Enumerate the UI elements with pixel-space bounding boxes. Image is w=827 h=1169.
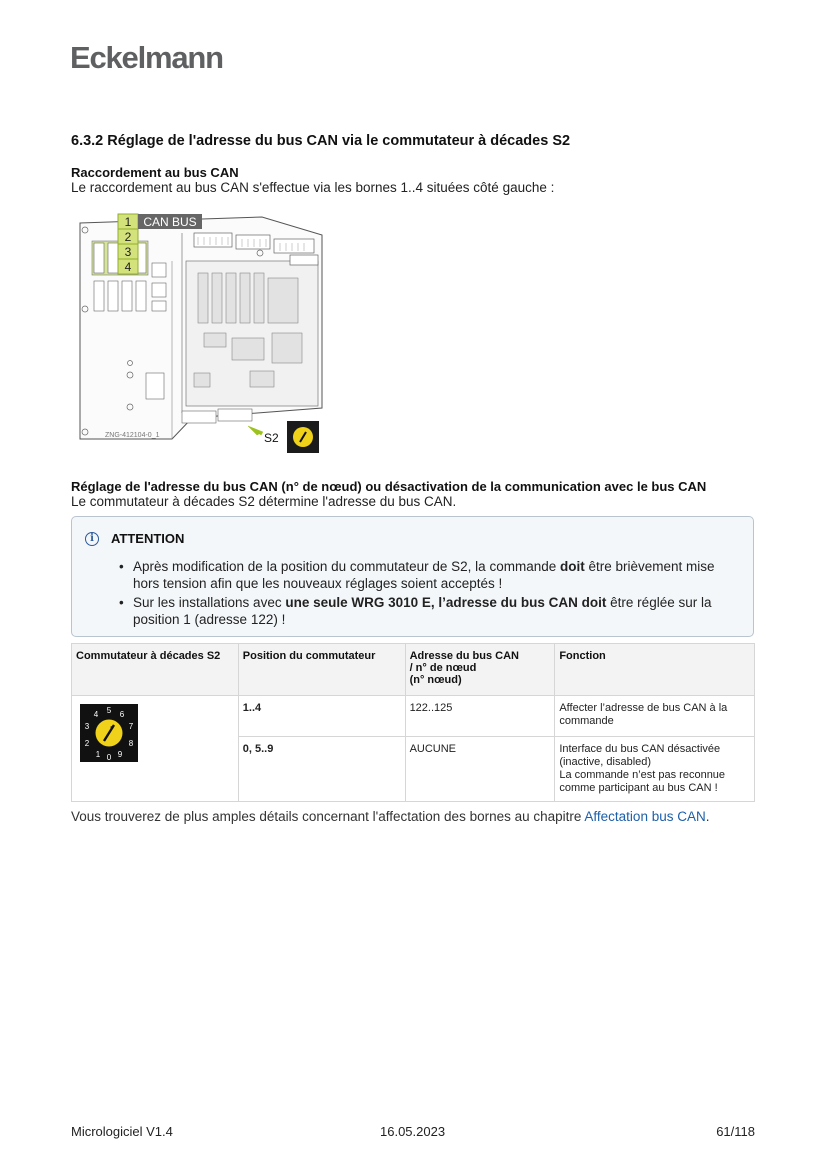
device-figure (72, 213, 334, 453)
can-bus-label: CAN BUS (143, 215, 197, 229)
row2-address: AUCUNE (405, 737, 555, 802)
col-header-switch: Commutateur à décades S2 (72, 644, 239, 696)
footer-date: 16.05.2023 (380, 1124, 446, 1139)
col-header-address-l3: (n° nœud) (409, 674, 462, 686)
dial-digit-8: 8 (128, 739, 134, 748)
row2-function-line2: La commande n’est pas reconnue comme participant au bus CAN ! (559, 769, 726, 794)
attention-title: ATTENTION (111, 531, 185, 546)
terminal-label-4: 4 (124, 260, 132, 274)
attention-item2-text-c: être réglée sur la position 1 (adresse 122) ! (133, 595, 712, 627)
can-bus-assignment-link[interactable]: Affectation bus CAN (584, 809, 706, 824)
dial-digit-7: 7 (128, 722, 134, 731)
connection-text: Le raccordement au bus CAN s'effectue via les bornes 1..4 situées côté gauche : (71, 180, 555, 195)
col-header-address-l1: Adresse du bus CAN (409, 650, 519, 662)
dial-cell (72, 696, 239, 802)
row1-position: 1..4 (238, 696, 405, 737)
closing-paragraph (71, 809, 710, 824)
connection-heading: Raccordement au bus CAN (71, 165, 239, 180)
row2-function-line1: Interface du bus CAN désactivée (inactive, disabled) (559, 743, 721, 768)
terminal-label-3: 3 (124, 245, 132, 259)
terminal-label-1: 1 (124, 215, 132, 229)
col-header-address (405, 644, 555, 696)
dial-digit-5: 5 (106, 706, 112, 715)
device-drawing (72, 213, 334, 453)
closing-end: . (705, 809, 710, 824)
section-title: 6.3.2 Réglage de l'adresse du bus CAN via le commutateur à décades S2 (71, 133, 571, 149)
dial-digit-0: 0 (106, 753, 112, 762)
attention-item (118, 594, 738, 628)
dial-digit-4: 4 (93, 710, 99, 719)
attention-header (85, 531, 184, 546)
s2-label: S2 (264, 431, 279, 445)
attention-list (118, 558, 738, 630)
row1-address: 122..125 (405, 696, 555, 737)
dial-digit-1: 1 (95, 750, 101, 759)
closing-text: Vous trouverez de plus amples détails concernant l'affectation des bornes au chapitre (71, 809, 585, 824)
brand-logo: Eckelmann (70, 40, 223, 75)
row2-function (555, 737, 755, 802)
footer-firmware: Micrologiciel V1.4 (71, 1124, 173, 1139)
col-header-position: Position du commutateur (238, 644, 405, 696)
row2-position: 0, 5..9 (238, 737, 405, 802)
footer-page-number: 61/118 (716, 1124, 755, 1139)
attention-box (71, 516, 754, 637)
dial-digit-9: 9 (117, 750, 123, 759)
attention-item1-text-a: Après modification de la position du commutateur de S2, la commande (133, 559, 560, 574)
table-header-row (72, 644, 755, 696)
attention-item (118, 558, 738, 592)
address-text: Le commutateur à décades S2 détermine l'adresse du bus CAN. (71, 494, 457, 509)
col-header-address-l2: / n° de nœud (409, 662, 477, 674)
dial-digit-3: 3 (84, 722, 90, 731)
col-header-function: Fonction (555, 644, 755, 696)
attention-item1-text-c: être brièvement mise hors tension afin que les nouveaux réglages soient acceptés ! (133, 559, 715, 591)
attention-item2-text-a: Sur les installations avec (133, 595, 286, 610)
dial-digit-6: 6 (119, 710, 125, 719)
attention-item2-bold: une seule WRG 3010 E, l’adresse du bus CAN doit (285, 595, 607, 610)
row1-function: Affecter l’adresse de bus CAN à la commande (555, 696, 755, 737)
attention-item1-bold: doit (559, 559, 585, 574)
dial-digit-2: 2 (84, 739, 90, 748)
decade-switch-dial-icon (80, 704, 138, 762)
table-row (72, 696, 755, 737)
address-table (71, 643, 755, 802)
info-icon: i (85, 532, 99, 546)
part-number: ZNG-412104-0_1 (105, 432, 160, 439)
terminal-label-2: 2 (124, 230, 132, 244)
address-heading: Réglage de l'adresse du bus CAN (n° de nœud) ou désactivation de la communication avec le bus CAN (71, 479, 707, 494)
